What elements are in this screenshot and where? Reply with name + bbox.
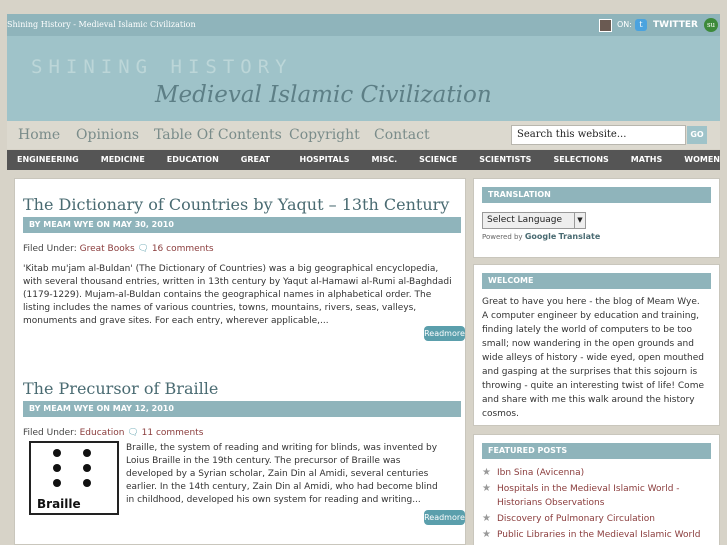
main-column <box>14 178 466 545</box>
site-logo-title[interactable]: SHINING HISTORY <box>31 56 293 78</box>
post-title[interactable]: The Precursor of Braille <box>23 379 219 398</box>
twitter-bird-icon[interactable]: t <box>635 19 647 31</box>
braille-dot <box>83 449 91 457</box>
filed-label: Filed Under: <box>23 244 77 254</box>
cat-science[interactable]: SCIENCE <box>419 155 458 164</box>
cat-education[interactable]: EDUCATION <box>166 155 219 164</box>
twitter-link[interactable]: TWITTER <box>653 20 698 30</box>
avatar <box>599 19 612 32</box>
braille-dot <box>53 464 61 472</box>
post-filed <box>23 244 461 254</box>
cat-hospitals[interactable]: HOSPITALS <box>299 155 350 164</box>
featured-posts-widget <box>473 434 720 545</box>
powered-by-label: Powered by <box>482 233 523 241</box>
featured-item[interactable] <box>482 482 712 510</box>
cat-women[interactable]: WOMEN <box>684 155 720 164</box>
stumbleupon-icon[interactable]: su <box>704 18 718 32</box>
star-icon: ★ <box>482 483 491 494</box>
comment-icon: 🗨 <box>127 428 139 438</box>
cat-engineering[interactable]: ENGINEERING <box>17 155 79 164</box>
search-input[interactable]: Search this website... <box>511 125 686 145</box>
content-area <box>7 171 720 545</box>
chevron-down-icon: ▼ <box>574 213 585 228</box>
post <box>23 379 461 438</box>
post-comments-link[interactable]: 11 comments <box>141 428 204 438</box>
cat-misc[interactable]: MISC. <box>371 155 398 164</box>
nav-copyright[interactable]: Copyright <box>289 127 360 143</box>
post-meta: BY MEAM WYE ON MAY 30, 2010 <box>23 217 461 233</box>
braille-thumbnail[interactable] <box>29 441 119 515</box>
post <box>23 195 461 328</box>
main-nav <box>7 121 720 149</box>
site-tagline: Medieval Islamic Civilization <box>155 82 492 108</box>
braille-dot <box>53 479 61 487</box>
post-title[interactable]: The Dictionary of Countries by Yaqut – 13th Century <box>23 195 450 214</box>
cat-medicine[interactable]: MEDICINE <box>100 155 145 164</box>
language-select[interactable] <box>482 212 586 229</box>
post-category-link[interactable]: Education <box>79 428 125 438</box>
thumb-label: Braille <box>37 497 81 511</box>
star-icon: ★ <box>482 467 491 478</box>
star-icon: ★ <box>482 513 491 524</box>
translate-label[interactable]: Translate <box>558 232 601 241</box>
featured-item[interactable] <box>482 466 712 480</box>
featured-item-label[interactable]: Ibn Sina (Avicenna) <box>497 468 585 478</box>
cat-great-books[interactable]: GREAT <box>240 155 270 164</box>
nav-opinions[interactable]: Opinions <box>76 127 140 143</box>
social-on-label: ON: <box>617 20 632 29</box>
nav-contact[interactable]: Contact <box>374 127 430 143</box>
braille-dot <box>53 449 61 457</box>
welcome-widget <box>473 264 720 426</box>
language-select-label: Select Language <box>487 215 563 225</box>
google-logo[interactable]: Google <box>524 232 557 241</box>
readmore-button[interactable]: Readmore <box>424 510 465 525</box>
nav-home[interactable]: Home <box>18 127 61 143</box>
filed-label: Filed Under: <box>23 428 77 438</box>
featured-item-label[interactable]: Public Libraries in the Medieval Islamic World <box>497 530 701 540</box>
top-bar <box>7 14 720 36</box>
sidebar <box>473 178 720 545</box>
search-go-button[interactable]: GO <box>687 126 707 144</box>
category-bar <box>7 150 720 170</box>
post-excerpt: Braille, the system of reading and writing for blinds, was invented by Loius Braille in the 19th century. The precursor of Braille was developed by a Syrian scholar, Zain Din al Amidi, several centuries earlier. In the 14th century, Zain Din al Amidi, who had become blind in childhood, developed his own system for reading and writing... <box>126 443 438 505</box>
comment-icon: 🗨 <box>137 244 149 254</box>
post-filed <box>23 428 461 438</box>
nav-table-of-contents[interactable]: Table Of Contents <box>154 127 282 143</box>
star-icon: ★ <box>482 529 491 540</box>
braille-dot <box>83 464 91 472</box>
site-header <box>7 36 720 121</box>
powered-by <box>482 232 600 241</box>
featured-item[interactable] <box>482 512 712 526</box>
widget-title: WELCOME <box>482 273 711 289</box>
featured-item-label[interactable]: Discovery of Pulmonary Circulation <box>497 514 655 524</box>
widget-title: TRANSLATION <box>482 187 711 203</box>
post-comments-link[interactable]: 16 comments <box>151 244 214 254</box>
cat-maths[interactable]: MATHS <box>630 155 663 164</box>
featured-item[interactable] <box>482 528 712 542</box>
post-excerpt: 'Kitab mu'jam al-Buldan' (The Dictionary of Countries) was a big geographical encyclopedia, with several thousand entries, written in 13th century by Yaqut al-Hamawi al-Rumi al-Baghdadi (1179-1229). Mujam-al-Buldan contains the geographical names in alphabetical order. The listing includes the names of various countries, towns, mountains, rivers, seas, valleys, monuments and grave sites. For each entry, wherever applicable,... <box>23 264 452 326</box>
widget-title: FEATURED POSTS <box>482 443 711 459</box>
featured-item-label[interactable]: Hospitals in the Medieval Islamic World - Historians Observations <box>497 484 680 508</box>
translation-widget <box>473 178 720 258</box>
welcome-text: Great to have you here - the blog of Meam Wye. A computer engineer by education and training, finding lately the world of computers to be too small; now wandering in the open grounds and wide alleys of history - wide eyed, open mouthed and gasping at the surprises that this sojourn is throwing - quite an interesting twist of life! Come and share with me this walk around the history cosmos. <box>482 297 704 419</box>
post-meta: BY MEAM WYE ON MAY 12, 2010 <box>23 401 461 417</box>
cat-scientists[interactable]: SCIENTISTS <box>479 155 532 164</box>
readmore-button[interactable]: Readmore <box>424 326 465 341</box>
top-breadcrumb[interactable]: Shining History - Medieval Islamic Civilization <box>7 20 196 29</box>
post-category-link[interactable]: Great Books <box>79 244 135 254</box>
cat-selections[interactable]: SELECTIONS <box>553 155 609 164</box>
braille-dot <box>83 479 91 487</box>
